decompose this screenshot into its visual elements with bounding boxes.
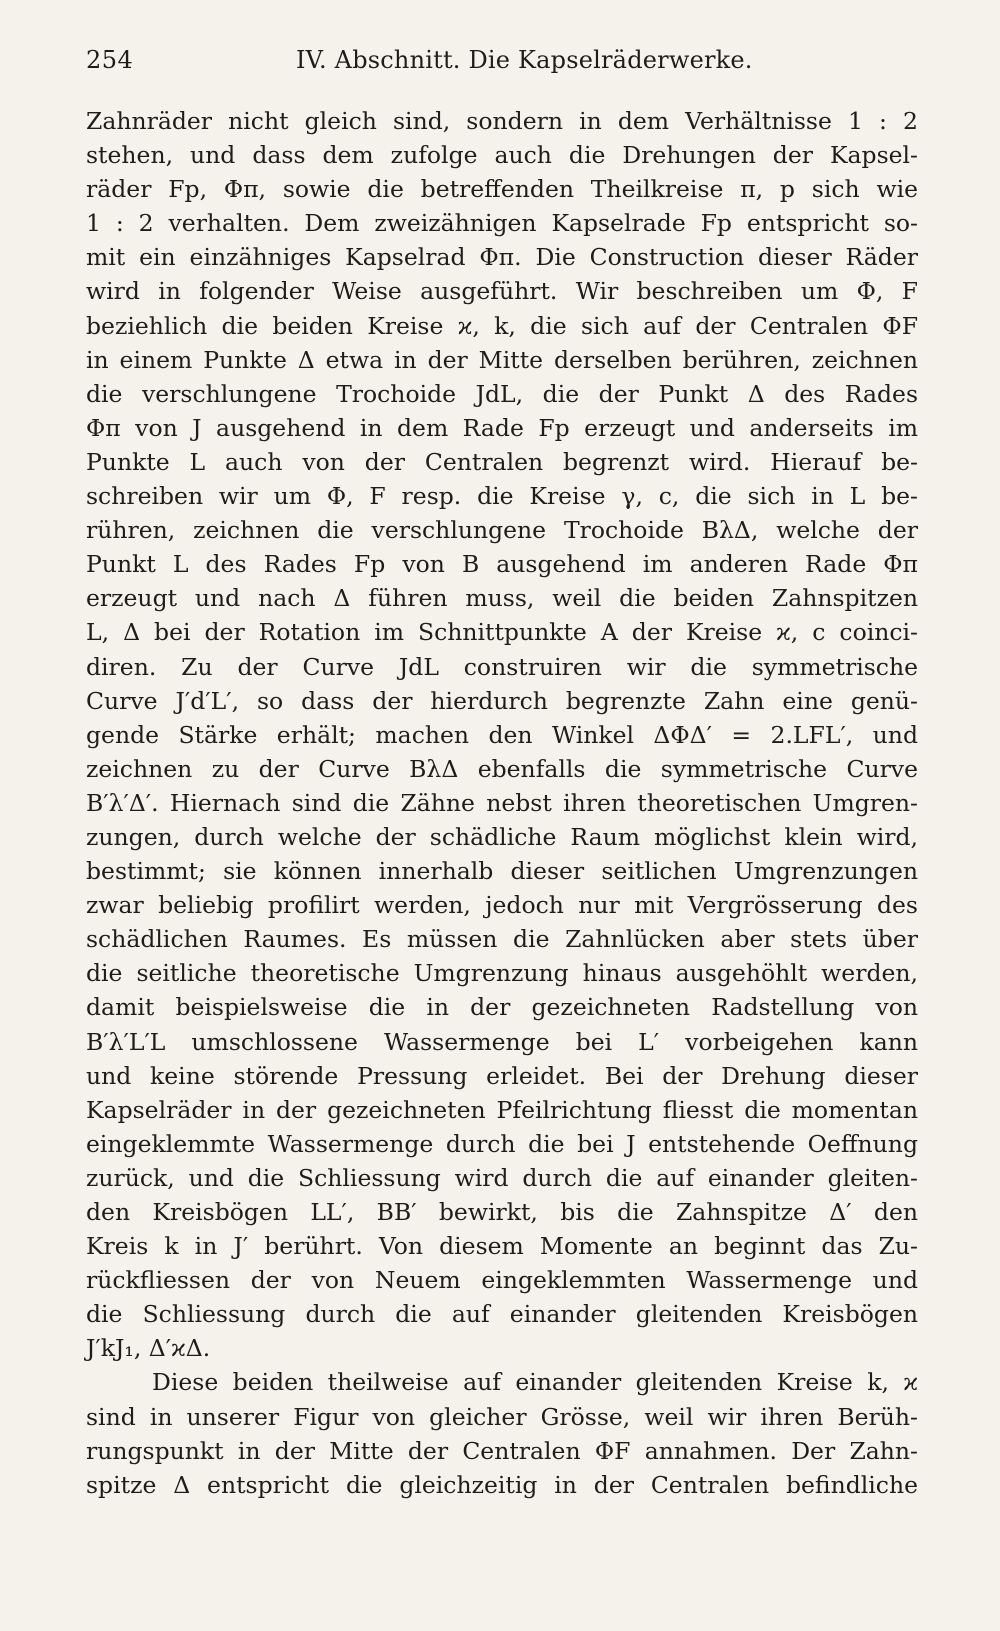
text-line: damit beispielsweise die in der gezeichneten Radstellung von [86,993,918,1022]
body-text [86,104,918,1502]
text-line: Punkte L auch von der Centralen begrenzt wird. Hierauf be- [86,447,918,476]
text-line: schreiben wir um Φ, F resp. die Kreise γ, c, die sich in L be- [86,482,918,511]
text-line: beziehlich die beiden Kreise ϰ, k, die sich auf der Centralen ΦF [86,311,918,340]
text-line: mit ein einzähniges Kapselrad Φπ. Die Construction dieser Räder [86,243,918,272]
page-number: 254 [86,46,134,74]
text-line: Kreis k in J′ berührt. Von diesem Momente an beginnt das Zu- [86,1232,918,1261]
text-line: bestimmt; sie können innerhalb dieser seitlichen Umgrenzungen [86,857,918,886]
text-line: wird in folgender Weise ausgeführt. Wir beschreiben um Φ, F [86,277,918,306]
text-line: in einem Punkte Δ etwa in der Mitte derselben berühren, zeichnen [86,345,918,374]
text-line: spitze Δ entspricht die gleichzeitig in der Centralen befindliche [86,1470,918,1499]
text-line: gende Stärke erhält; machen den Winkel ΔΦΔ′ = 2.LFL′, und [86,720,918,749]
text-line: B′λ′L′L umschlossene Wassermenge bei L′ vorbeigehen kann [86,1027,918,1056]
text-line: Φπ von J ausgehend in dem Rade Fp erzeugt und anderseits im [86,413,918,442]
text-line: Punkt L des Rades Fp von B ausgehend im anderen Rade Φπ [86,550,918,579]
text-line: und keine störende Pressung erleidet. Bei der Drehung dieser [86,1061,918,1090]
text-line: sind in unserer Figur von gleicher Grösse, weil wir ihren Berüh- [86,1402,918,1431]
text-line: zungen, durch welche der schädliche Raum möglichst klein wird, [86,822,918,851]
text-line: Kapselräder in der gezeichneten Pfeilrichtung fliesst die momentan [86,1095,918,1124]
text-line: rungspunkt in der Mitte der Centralen ΦF annahmen. Der Zahn- [86,1436,918,1465]
text-line: den Kreisbögen LL′, BB′ bewirkt, bis die Zahnspitze Δ′ den [86,1198,918,1226]
running-head: IV. Abschnitt. Die Kapselräderwerke. [296,46,753,74]
text-line: eingeklemmte Wassermenge durch die bei J entstehende Oeffnung [86,1129,918,1158]
text-line: Zahnräder nicht gleich sind, sondern in dem Verhältnisse 1 : 2 [86,107,918,135]
text-line: stehen, und dass dem zufolge auch die Drehungen der Kapsel- [86,141,918,170]
text-line: J′kJ₁, Δ′ϰΔ. [86,1334,211,1363]
text-line: räder Fp, Φπ, sowie die betreffenden Theilkreise π, p sich wie [86,175,918,204]
text-line: die Schliessung durch die auf einander gleitenden Kreisbögen [86,1300,918,1329]
text-line: zurück, und die Schliessung wird durch die auf einander gleiten- [86,1163,918,1192]
text-line: Diese beiden theilweise auf einander gleitenden Kreise k, ϰ [152,1368,918,1397]
text-line: L, Δ bei der Rotation im Schnittpunkte A der Kreise ϰ, c coinci- [86,618,918,647]
page-header [86,46,916,86]
text-line: zeichnen zu der Curve BλΔ ebenfalls die symmetrische Curve [86,754,918,783]
text-line: B′λ′Δ′. Hiernach sind die Zähne nebst ihren theoretischen Umgren- [86,788,918,817]
text-line: diren. Zu der Curve JdL construiren wir die symmetrische [86,652,918,681]
text-line: rühren, zeichnen die verschlungene Trochoide BλΔ, welche der [86,516,918,545]
text-line: die verschlungene Trochoide JdL, die der Punkt Δ des Rades [86,379,918,408]
text-line: die seitliche theoretische Umgrenzung hinaus ausgehöhlt werden, [86,959,918,988]
text-line: 1 : 2 verhalten. Dem zweizähnigen Kapselrade Fp entspricht so- [86,209,918,238]
text-line: zwar beliebig profilirt werden, jedoch nur mit Vergrösserung des [86,891,918,920]
text-line: schädlichen Raumes. Es müssen die Zahnlücken aber stets über [86,925,918,954]
text-line: erzeugt und nach Δ führen muss, weil die beiden Zahnspitzen [86,584,918,613]
text-line: rückfliessen der von Neuem eingeklemmten Wassermenge und [86,1266,918,1295]
text-line: Curve J′d′L′, so dass der hierdurch begrenzte Zahn eine genü- [86,686,918,715]
